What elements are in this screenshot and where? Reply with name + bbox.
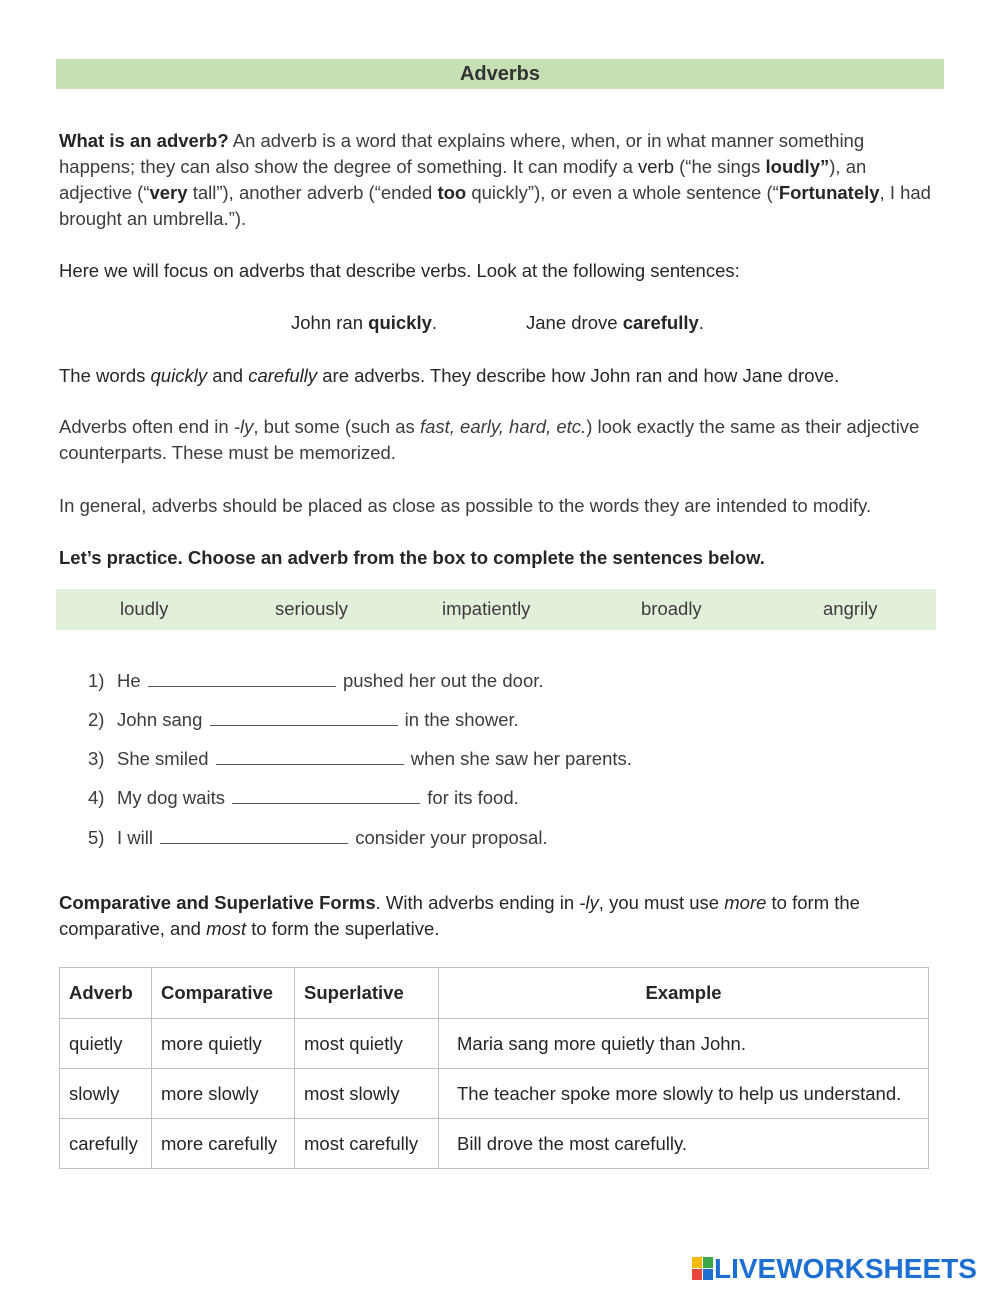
example-adverb: quickly [368, 312, 432, 333]
liveworksheets-logo[interactable] [692, 1253, 977, 1283]
table-cell: more quietly [152, 1019, 295, 1069]
ly-text: Adverbs often end in [59, 416, 234, 437]
table-header: Superlative [295, 968, 439, 1019]
question-item [88, 785, 519, 811]
table-cell: most carefully [295, 1119, 439, 1169]
table-row [60, 1119, 929, 1169]
question-item [88, 825, 548, 851]
table-header: Example [439, 968, 929, 1019]
answer-blank[interactable] [210, 708, 398, 726]
question-text: He [117, 670, 141, 691]
table-cell: slowly [60, 1069, 152, 1119]
comparative-text: to form the superlative. [246, 918, 440, 939]
logo-text: LIVEWORKSHEETS [714, 1253, 977, 1284]
question-item [88, 746, 632, 772]
intro-verb: verb [638, 156, 674, 177]
example-text: Jane drove [526, 312, 623, 333]
word-box [56, 589, 936, 630]
table-cell: quietly [60, 1019, 152, 1069]
ly-italic: fast, early, hard, etc. [419, 416, 587, 437]
word-option[interactable]: loudly [120, 598, 169, 619]
comparative-lead: Comparative and Superlative Forms [59, 892, 376, 913]
intro-bold-too: too [437, 182, 467, 203]
question-text: for its food. [427, 787, 519, 808]
ly-paragraph [59, 414, 944, 466]
intro-text: An adverb is a word that explains where, when, or in what manner something happens; they can also show the degree of something. It can modify a [59, 130, 865, 177]
intro-paragraph [59, 128, 944, 232]
question-number: 5) [88, 827, 105, 848]
word-option[interactable]: seriously [275, 598, 348, 619]
word-option[interactable]: impatiently [442, 598, 531, 619]
question-text: in the shower. [404, 709, 519, 730]
answer-blank[interactable] [160, 826, 348, 844]
intro-bold-very: very [149, 182, 188, 203]
comparative-italic: more [724, 892, 767, 913]
words-sentence [59, 363, 944, 389]
table-cell: Bill drove the most carefully. [439, 1119, 929, 1169]
example-text: John ran [291, 312, 369, 333]
question-number: 3) [88, 748, 105, 769]
intro-text: (“he sings [674, 156, 766, 177]
practice-instruction: Let’s practice. Choose an adverb from the box to complete the sentences below. [59, 547, 765, 568]
question-item [88, 707, 519, 733]
answer-blank[interactable] [216, 747, 404, 765]
table-cell: most slowly [295, 1069, 439, 1119]
intro-text: , I had brought an umbrella.”). [59, 182, 931, 229]
table-cell: more slowly [152, 1069, 295, 1119]
example-text: . [431, 312, 438, 333]
words-text: and [207, 365, 249, 386]
words-italic: quickly [150, 365, 208, 386]
intro-bold-fortunately: Fortunately [778, 182, 880, 203]
question-number: 2) [88, 709, 105, 730]
question-text: consider your proposal. [355, 827, 548, 848]
question-number: 4) [88, 787, 105, 808]
table-cell: The teacher spoke more slowly to help us understand. [439, 1069, 929, 1119]
comparative-italic: -ly [579, 892, 599, 913]
answer-blank[interactable] [148, 669, 336, 687]
table-header: Adverb [60, 968, 152, 1019]
table-header-row [60, 968, 929, 1019]
logo-badge-square [703, 1257, 713, 1268]
page-title: Adverbs [56, 59, 944, 89]
comparative-italic: most [206, 918, 247, 939]
example-text: . [698, 312, 704, 333]
table-cell: more carefully [152, 1119, 295, 1169]
comparative-text: . With adverbs ending in [375, 892, 580, 913]
table-header: Comparative [152, 968, 295, 1019]
question-text: She smiled [117, 748, 209, 769]
example-adverb: carefully [622, 312, 699, 333]
adverb-forms-table [59, 967, 929, 1169]
ly-text: , but some (such as [253, 416, 420, 437]
logo-badge-square [703, 1269, 713, 1280]
focus-sentence: Here we will focus on adverbs that describe verbs. Look at the following sentences: [59, 260, 740, 281]
table-cell: carefully [60, 1119, 152, 1169]
table-cell: most quietly [295, 1019, 439, 1069]
logo-badge-square [692, 1269, 702, 1280]
example-john [291, 310, 437, 336]
table-row [60, 1019, 929, 1069]
word-option[interactable]: broadly [641, 598, 702, 619]
comparative-paragraph [59, 890, 944, 942]
word-option[interactable]: angrily [823, 598, 878, 619]
question-text: My dog waits [117, 787, 225, 808]
intro-text: quickly”), or even a whole sentence (“ [466, 182, 779, 203]
table-cell: Maria sang more quietly than John. [439, 1019, 929, 1069]
ly-italic: -ly [233, 416, 254, 437]
question-text: when she saw her parents. [410, 748, 632, 769]
logo-badge-square [692, 1257, 702, 1268]
table-row [60, 1069, 929, 1119]
comparative-text: , you must use [598, 892, 725, 913]
example-jane [526, 310, 704, 336]
answer-blank[interactable] [232, 786, 420, 804]
intro-text: ), an adjective (“ [59, 156, 867, 203]
question-item [88, 668, 544, 694]
comparative-text: to form the comparative, and [59, 892, 860, 939]
intro-bold-loudly: loudly” [765, 156, 830, 177]
intro-text: tall”), another adverb (“ended [187, 182, 438, 203]
logo-badge-icon [692, 1257, 714, 1281]
intro-lead: What is an adverb? [59, 130, 229, 151]
question-text: I will [117, 827, 153, 848]
ly-text: ) look exactly the same as their adjective counterparts. These must be memorized. [59, 416, 920, 463]
words-text: are adverbs. They describe how John ran and how Jane drove. [317, 365, 840, 386]
words-text: The words [59, 365, 151, 386]
question-number: 1) [88, 670, 105, 691]
question-text: John sang [117, 709, 203, 730]
question-text: pushed her out the door. [342, 670, 544, 691]
words-italic: carefully [248, 365, 318, 386]
placement-sentence: In general, adverbs should be placed as close as possible to the words they are intended to modify. [59, 495, 872, 516]
